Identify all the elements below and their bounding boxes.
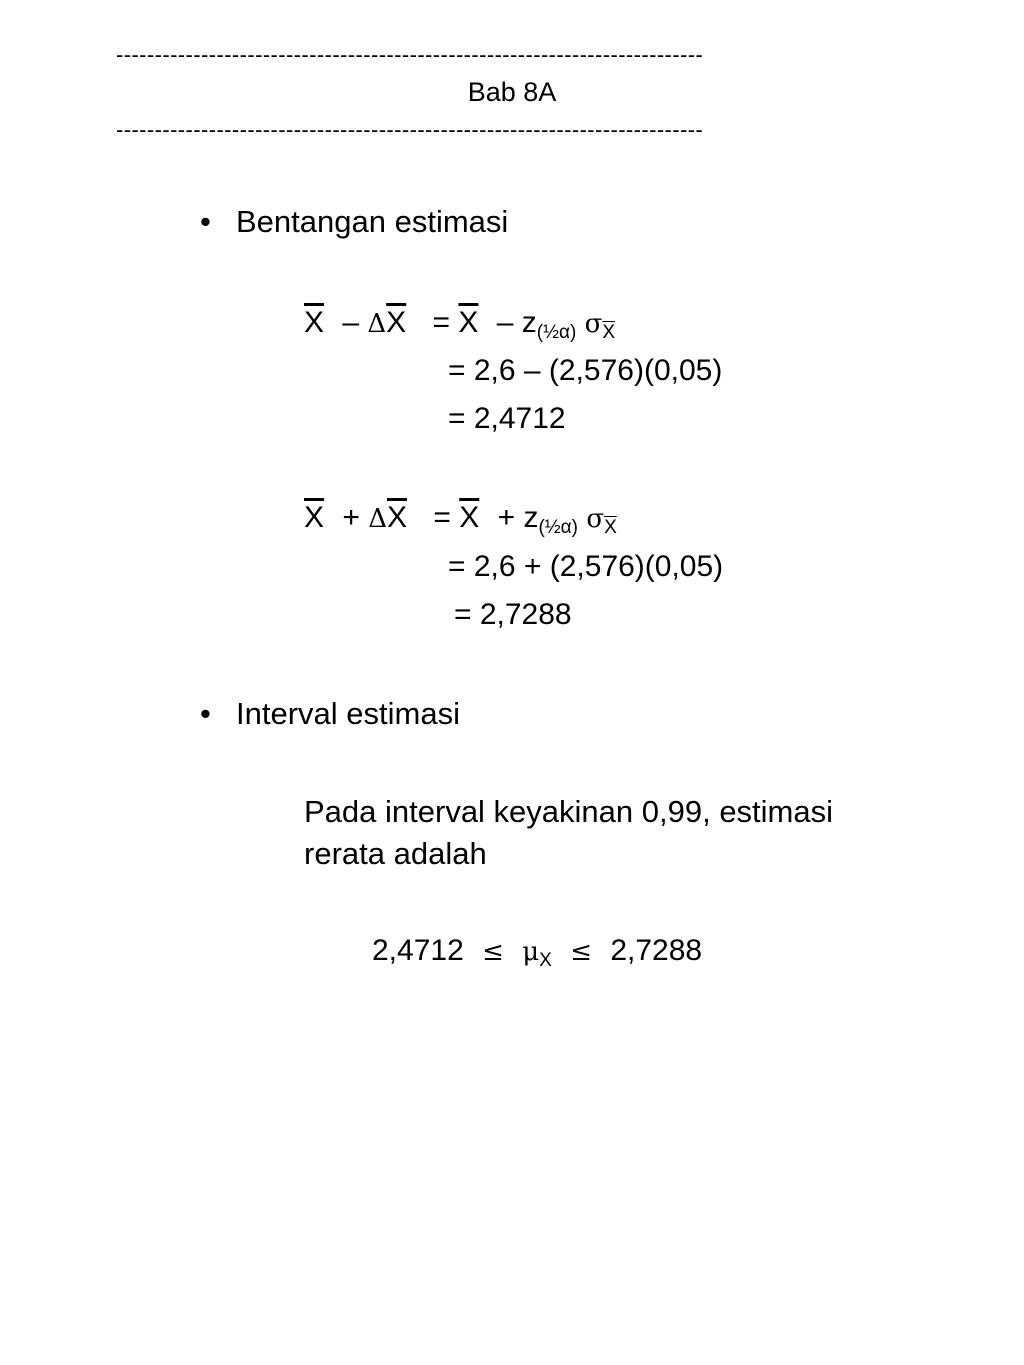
x-bar: $\overline{X}$ [386, 306, 407, 339]
delta-symbol: Δ [367, 309, 387, 339]
mu-subscript: X [539, 950, 552, 971]
z-subscript: (½α) [538, 517, 578, 538]
lower-value: 2,4712 [372, 934, 464, 967]
lower-bound-result: = 2,4712 [448, 402, 566, 435]
z-subscript: (½α) [536, 322, 577, 343]
lower-bound-equation [304, 305, 615, 351]
chapter-title: Bab 8A [467, 77, 557, 107]
x-bar: $\overline{X}$ [304, 306, 325, 339]
x-bar: $\overline{X}$ [459, 501, 480, 534]
lower-bound-step: = 2,6 – (2,576)(0,05) [448, 354, 723, 387]
x-bar: $\overline{X}$ [458, 306, 479, 339]
sigma-symbol: σ [586, 504, 605, 534]
header-rule-bottom: ---------------------------------------------------------------------------- [116, 117, 704, 142]
operator: – [496, 306, 514, 339]
bullet-icon: • [200, 696, 211, 731]
bullet-icon: • [200, 204, 211, 239]
sigma-symbol: σ [584, 309, 603, 339]
upper-bound-step: = 2,6 + (2,576)(0,05) [448, 550, 724, 583]
interval-sentence: Pada interval keyakinan 0,99, estimasi rerata adalah [304, 794, 834, 871]
operator: – [342, 306, 360, 339]
upper-bound-result: = 2,7288 [454, 598, 572, 631]
equals: = [432, 306, 451, 339]
sigma-subscript: X [604, 517, 617, 538]
delta-symbol: Δ [368, 504, 388, 534]
mu-symbol: μ [522, 937, 540, 967]
z-symbol: z [523, 501, 539, 534]
x-bar: $\overline{X}$ [304, 501, 325, 534]
le-symbol: ≤ [482, 937, 504, 967]
upper-value: 2,7288 [610, 934, 703, 967]
le-symbol: ≤ [570, 937, 592, 967]
section-title: Interval estimasi [236, 696, 460, 731]
z-symbol: z [521, 306, 537, 339]
section-title: Bentangan estimasi [236, 204, 509, 239]
section-bentangan [0, 204, 1024, 240]
operator: + [497, 501, 516, 534]
section-interval [0, 696, 1024, 732]
header-rule-top: ---------------------------------------------------------------------------- [116, 42, 704, 67]
x-bar: $\overline{X}$ [387, 501, 408, 534]
operator: + [342, 501, 360, 534]
interval-inequality [372, 933, 702, 979]
sigma-subscript: X [602, 322, 616, 343]
upper-bound-equation [304, 500, 617, 546]
equals: = [433, 501, 451, 534]
